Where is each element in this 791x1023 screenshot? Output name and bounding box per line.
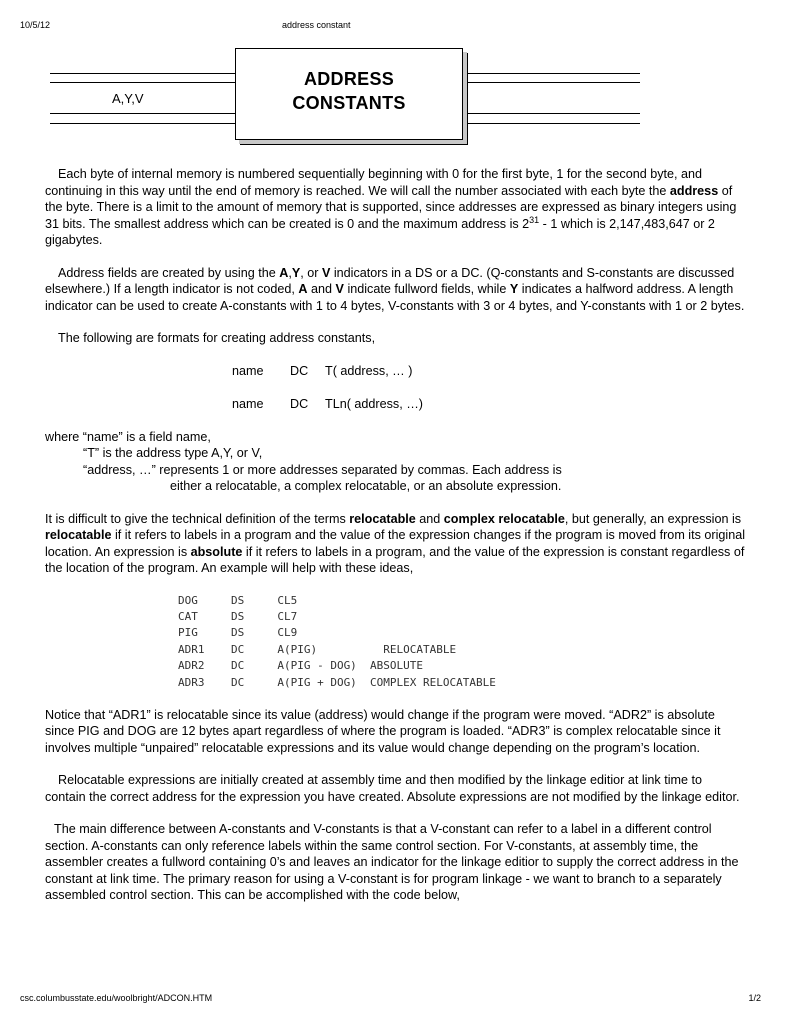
banner-rule — [468, 82, 640, 83]
banner-rule — [468, 113, 640, 114]
paragraph-relocatable: It is difficult to give the technical definition of the terms relocatable and complex relocatable, but generally, an expression is relocatable if it refers to labels in a program and the value of the expression changes if the program is moved from its original location. An expression is absolute if it refers to labels in a program, and the value of the expression is constant regardless of the location of the program. An example will help with these ideas, — [45, 511, 746, 575]
code-example: DOG DS CL5 CAT DS CL7 PIG DS CL9 ADR1 DC A(PIG) RELOCATABLE ADR2 DC A(PIG - DOG) ABSOLUTE ADR3 DC A(PIG + DOG) COMPLEX RELOCATABLE — [178, 593, 496, 689]
banner-title-box — [235, 48, 463, 140]
where-clause: where “name” is a field name, “T” is the address type A,Y, or V, “address, …” represents 1 or more addresses separated by commas. Each address is either a relocatable, a complex relocatable, or an absolute expression. — [45, 429, 562, 493]
banner-rule — [50, 113, 236, 114]
document-body — [45, 166, 745, 920]
banner-title-line1: ADDRESS — [303, 69, 395, 89]
banner-rule — [468, 123, 640, 124]
page-number: 1/2 — [748, 993, 761, 1003]
paragraph-memory: Each byte of internal memory is numbered sequentially beginning with 0 for the first byte, 1 for the second byte, and continuing in this way until the end of memory is reached. We will call the number associated with each byte the address of the byte. There is a limit to the amount of memory that is supported, since addresses are expressed as binary integers using 31 bits. The smallest address which can be created is 0 and the maximum address is $2^{31} - 1$ which is 2,147,483,647 or 2 gigabytes. — [45, 167, 737, 247]
source-url[interactable]: csc.columbusstate.edu/woolbright/ADCON.HTM — [20, 993, 213, 1003]
format-line: name DC TLn( address, …) — [232, 396, 423, 411]
banner-rule — [50, 123, 236, 124]
banner-side-label: A,Y,V — [112, 91, 144, 106]
print-date: 10/5/12 — [20, 20, 51, 30]
banner-title-line2: CONSTANTS — [292, 93, 406, 113]
paragraph-relocatable-expressions: Relocatable expressions are initially created at assembly time and then modified by the linkage editior at link time to contain the correct address for the expression you have created. Absolute expressions are not modified by the linkage editor. — [45, 773, 740, 804]
paragraph-v-constants: The main difference between A-constants and V-constants is that a V-constant can refer to a label in a different control section. A-constants can only reference labels within the same control section. For V-constants, at assembly time, the assembler creates a fullword containing 0’s and leaves an indicator for the linkage editior to supply the correct address in the constant at link time. The primary reason for using a V-constant is for program linkage - we want to branch to a separately assembled control section. This can be accomplished with the code below, — [45, 822, 739, 903]
print-title: address constant — [282, 20, 351, 30]
paragraph-formats-intro: The following are formats for creating address constants, — [58, 331, 376, 345]
banner-rule — [468, 73, 640, 74]
banner-rule — [50, 82, 236, 83]
banner-rule — [50, 73, 236, 74]
paragraph-notice: Notice that “ADR1” is relocatable since its value (address) would change if the program were moved. “ADR2” is absolute since PIG and DOG are 12 bytes apart regardless of where the program is loaded. “ADR3” is complex relocatable since it involves multiple “unpaired” relocatable expressions and its value would change depending on the program’s location. — [45, 707, 721, 755]
format-line: name DC T( address, … ) — [232, 363, 413, 378]
paragraph-address-fields: Address fields are created by using the A,Y, or V indicators in a DS or a DC. (Q-constants and S-constants are discussed elsewhere.) If a length indicator is not coded, A and V indicate fullword fields, while Y indicates a halfword address. A length indicator can be used to create A-constants with 1 to 4 bytes, V-constants with 3 or 4 bytes, and Y-constants with 1 or 2 bytes. — [45, 265, 745, 313]
